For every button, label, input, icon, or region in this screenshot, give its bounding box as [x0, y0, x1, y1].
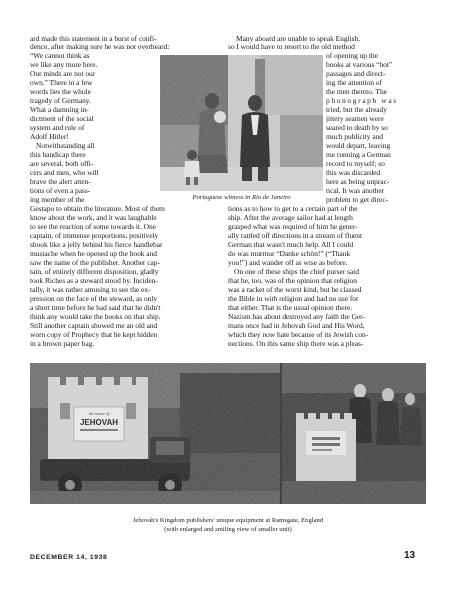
- text-line: was a racket of the worst kind, but he classed: [228, 285, 362, 294]
- text-line: books at various “hot”: [326, 60, 393, 69]
- text-line: “We cannot think as: [30, 51, 90, 60]
- text-line: Still another captain showed me an old and: [30, 321, 158, 330]
- text-line: in a brown paper bag.: [30, 339, 95, 348]
- text-line: jittery seamen were: [326, 114, 384, 123]
- text-line: would depart, leaving: [326, 141, 391, 150]
- text-line: What a damning in-: [30, 105, 89, 114]
- text-line: mustache when he opened up the book and: [30, 249, 157, 258]
- text-line: Notwithstanding all: [36, 141, 95, 150]
- text-line: own.” There in a few: [30, 78, 93, 87]
- text-line: Gestapo to obtain the literature. Most of them: [30, 204, 165, 213]
- text-line: to see the reaction of some towards it. One: [30, 222, 156, 231]
- text-line: are several, both offi-: [30, 159, 94, 168]
- text-line: German that wasn't much help. All I could: [228, 240, 354, 249]
- text-line: know about the work, and it was laughable: [30, 213, 157, 222]
- text-line: tragedy of Germany.: [30, 96, 91, 105]
- text-line: record to myself; so: [326, 159, 385, 168]
- page-number: 13: [404, 550, 416, 561]
- text-line: that either. That is the usual opinion there.: [228, 303, 353, 312]
- sound-cars-photo: [30, 363, 426, 504]
- text-line: pression on the face of the steward, as only: [30, 294, 158, 303]
- text-line: saw the name of the publisher. Another cap-: [30, 258, 160, 267]
- text-line: dence, after making sure he was not overheard:: [30, 42, 170, 51]
- text-line: that he, too, was of the opinion that religion: [228, 276, 357, 285]
- text-line: tain, of entirely different disposition, gladly: [30, 267, 159, 276]
- text-line: the Bible in with religion and had no use for: [228, 294, 359, 303]
- text-line: do was murmur “Danke schön!” (“Thank: [228, 249, 351, 258]
- text-line: seared to death by so: [326, 123, 388, 132]
- text-line: worn copy of Prophecy that he kept hidden: [30, 330, 158, 339]
- bottom-photo-caption-line1: Jehovah's Kingdom publishers' unique equipment at Ramsgate, England: [132, 517, 324, 524]
- text-line: cers and men, who will: [30, 168, 99, 177]
- text-line: we like any more here.: [30, 60, 98, 69]
- text-line: ard made this statement in a burst of confi-: [30, 34, 157, 43]
- text-line: think any would take the books on that ship.: [30, 312, 161, 321]
- text-line: words lies the whole: [30, 87, 91, 96]
- issue-date: DECEMBER 14, 1938: [30, 554, 108, 561]
- text-line: tried, but the already: [326, 105, 387, 114]
- portuguese-witness-photo: [160, 55, 323, 191]
- text-line: grasped what was required of him he gener-: [228, 222, 358, 231]
- text-line: passages and direct-: [326, 69, 386, 78]
- text-line: Many aboard are unable to speak English,: [236, 34, 361, 43]
- text-line: brave the alert atten-: [30, 177, 91, 186]
- text-line: mans once had in Jehovah God and His Word,: [228, 321, 365, 330]
- text-line: nections. On this same ship there was a pleas-: [228, 339, 364, 348]
- photo-image: [160, 55, 323, 191]
- text-line: Our minds are not our: [30, 69, 96, 78]
- text-line: this was discarded: [326, 168, 381, 177]
- text-line: dictment of the social: [30, 114, 94, 123]
- text-line: Nazism has about destroyed any faith the Ger-: [228, 312, 365, 321]
- text-line: phonograph was: [326, 96, 398, 105]
- text-line: tions of even a pass-: [30, 186, 91, 195]
- text-line: ship. After the average sailor had at length: [228, 213, 353, 222]
- text-line: a short time before he had said that he didn't: [30, 303, 161, 312]
- text-line: ing the attention of: [326, 78, 382, 87]
- text-line: tions as to how to get to a certain part of the: [228, 204, 358, 213]
- text-line: you!”) and wander off as wise as before.: [228, 258, 348, 267]
- text-line: problem to get direc-: [326, 195, 389, 204]
- text-line: ing member of the: [30, 195, 85, 204]
- text-line: here as being unprac-: [326, 177, 390, 186]
- text-line: ally rattled off directions in a stream of fluent: [228, 231, 363, 240]
- text-line: tical. It was another: [326, 186, 385, 195]
- text-line: of opening up the: [326, 51, 378, 60]
- text-line: On one of these ships the chief purser said: [234, 267, 359, 276]
- text-line: so I would have to resort to the old method: [228, 42, 355, 51]
- bottom-photo-caption-line2: (with enlarged and smiling view of smaller unit): [164, 526, 292, 533]
- text-line: shook like a jelly behind his fierce handlebar: [30, 240, 163, 249]
- text-line: which they now hate because of its Jewish con-: [228, 330, 369, 339]
- text-line: captain, of immense proportions, positively: [30, 231, 159, 240]
- text-line: this handicap there: [30, 150, 86, 159]
- text-line: system and rule of: [30, 123, 85, 132]
- top-photo-caption: Portuguese witness in Rio de Janeiro: [192, 194, 291, 201]
- text-line: took Riches as a steward stood by. Inciden-: [30, 276, 158, 285]
- text-line: Adolf Hitler!: [30, 132, 69, 141]
- photo-image: [30, 363, 426, 504]
- text-line: tally, it was rather amusing to see the ex-: [30, 285, 151, 294]
- text-line: much publicity and: [326, 132, 384, 141]
- text-line: me running a German: [326, 150, 391, 159]
- text-line: the men thereto. The: [326, 87, 387, 96]
